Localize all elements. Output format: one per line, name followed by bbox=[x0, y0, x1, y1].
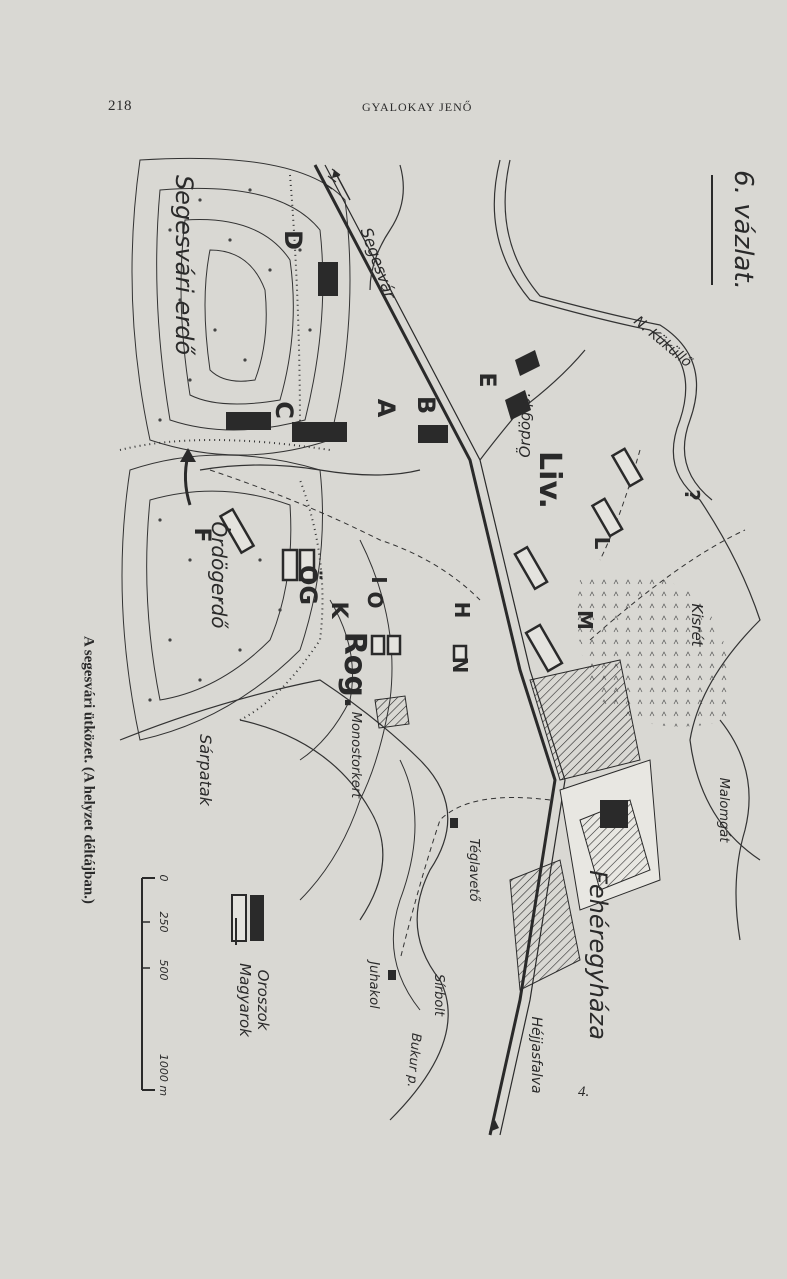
label-question bbox=[680, 489, 704, 501]
label-feheregyhaza bbox=[584, 870, 612, 1040]
svg-text:L: L bbox=[590, 536, 614, 550]
svg-text:A: A bbox=[372, 398, 400, 418]
svg-text:Magyarok: Magyarok bbox=[236, 963, 254, 1037]
svg-text:N: N bbox=[448, 656, 472, 674]
svg-text:Bukur p.: Bukur p. bbox=[403, 1032, 424, 1089]
svg-text:6. vázlat.: 6. vázlat. bbox=[728, 170, 758, 290]
svg-text:Juhakol: Juhakol bbox=[366, 961, 381, 1009]
unit-C-filled-1 bbox=[226, 412, 271, 430]
svg-text:500: 500 bbox=[157, 959, 170, 981]
label-bukur-p bbox=[404, 1032, 424, 1088]
label-juhakol bbox=[366, 958, 381, 1009]
footer-mark: 4. bbox=[578, 1084, 590, 1100]
svg-text:Segesvári erdő: Segesvári erdő bbox=[170, 174, 198, 356]
label-monostorkert bbox=[348, 712, 363, 799]
unit-B-filled bbox=[418, 425, 448, 443]
label-unit-i bbox=[367, 576, 391, 583]
svg-text:D: D bbox=[279, 230, 307, 250]
label-sirbolt bbox=[431, 974, 446, 1017]
label-unit-d bbox=[279, 230, 307, 250]
svg-text:I: I bbox=[367, 576, 391, 584]
unit-C-filled-2 bbox=[292, 422, 347, 442]
svg-text:Ördög p.: Ördög p. bbox=[516, 392, 534, 458]
juhakol-building bbox=[388, 970, 396, 980]
russian-units bbox=[226, 262, 540, 980]
label-kisret bbox=[688, 603, 706, 647]
forest-terrain bbox=[120, 158, 420, 1010]
teglaveto-building bbox=[450, 818, 458, 828]
unit-Liv-open-1 bbox=[515, 547, 547, 589]
svg-text:Oroszok: Oroszok bbox=[254, 969, 272, 1031]
label-liv bbox=[532, 451, 567, 509]
label-unit-c bbox=[270, 401, 298, 419]
label-unit-a bbox=[372, 399, 400, 418]
unit-Liv-open-2 bbox=[612, 449, 642, 486]
label-segesvari-erdo bbox=[170, 175, 198, 355]
label-sarpatak bbox=[196, 734, 215, 807]
unit-O-open-2 bbox=[388, 636, 400, 654]
label-teglaveto bbox=[466, 839, 481, 903]
svg-text:O: O bbox=[363, 591, 387, 609]
label-segesvar bbox=[357, 225, 401, 303]
label-ordog-p bbox=[515, 392, 534, 457]
svg-text:F: F bbox=[189, 527, 214, 543]
svg-text:Liv.: Liv. bbox=[532, 451, 567, 509]
svg-text:C: C bbox=[270, 401, 298, 419]
svg-text:0: 0 bbox=[157, 874, 170, 882]
unit-D-filled bbox=[318, 262, 338, 296]
legend-russians bbox=[254, 970, 272, 1032]
svg-text:B: B bbox=[412, 395, 440, 415]
svg-text:Héjjasfalva: Héjjasfalva bbox=[528, 1016, 544, 1094]
svg-text:H: H bbox=[450, 601, 474, 619]
legend-hungarians bbox=[236, 963, 254, 1038]
unit-O-open-1 bbox=[372, 636, 384, 654]
figure-caption: A segesvári ütközet. (A helyzet déltájban.) bbox=[80, 636, 97, 904]
svg-text:?: ? bbox=[680, 489, 704, 501]
svg-text:M: M bbox=[573, 610, 597, 630]
label-unit-k bbox=[326, 601, 351, 619]
label-unit-f bbox=[189, 527, 214, 542]
svg-text:E: E bbox=[474, 372, 499, 388]
label-og bbox=[294, 565, 324, 605]
advance-arrow-F bbox=[185, 455, 190, 505]
svg-text:Kisrét: Kisrét bbox=[688, 603, 706, 647]
svg-text:Sírbolt: Sírbolt bbox=[431, 973, 446, 1017]
unit-M-open bbox=[526, 625, 562, 671]
label-unit-h bbox=[450, 602, 474, 619]
label-n-kukullo bbox=[630, 313, 695, 371]
label-unit-n bbox=[448, 657, 472, 674]
svg-text:Segesvár: Segesvár bbox=[356, 225, 400, 302]
svg-text:Monostorkert: Monostorkert bbox=[348, 711, 363, 799]
svg-text:1000 m: 1000 m bbox=[157, 1053, 170, 1097]
hungarian-units bbox=[220, 449, 642, 671]
label-unit-m bbox=[573, 610, 597, 630]
monostorkert-building bbox=[375, 696, 409, 728]
scale-bar bbox=[142, 875, 170, 1097]
castle-icon bbox=[600, 800, 628, 828]
label-unit-o bbox=[363, 591, 387, 608]
label-rog bbox=[337, 632, 372, 709]
page-number: 218 bbox=[108, 98, 132, 114]
svg-text:Rog.: Rog. bbox=[337, 631, 372, 709]
svg-text:K: K bbox=[326, 601, 351, 619]
svg-text:N. Küküllő: N. Küküllő bbox=[630, 313, 695, 371]
label-unit-e bbox=[474, 372, 499, 387]
svg-text:250: 250 bbox=[157, 911, 170, 933]
svg-text:Sárpatak: Sárpatak bbox=[196, 734, 215, 806]
svg-text:Fehéregyháza: Fehéregyháza bbox=[584, 870, 612, 1040]
town-feheregyhaza bbox=[375, 660, 660, 990]
label-unit-b bbox=[412, 396, 440, 414]
label-unit-l bbox=[590, 537, 614, 550]
unit-L-open bbox=[592, 499, 622, 536]
svg-text:ÖG: ÖG bbox=[294, 564, 322, 606]
unit-E-filled-2 bbox=[515, 350, 540, 376]
label-malomgat bbox=[716, 778, 731, 844]
map-title bbox=[728, 170, 758, 290]
svg-text:Malomgát: Malomgát bbox=[716, 777, 731, 843]
svg-text:Téglavető: Téglavető bbox=[466, 838, 481, 902]
svg-text:Ördögerdő: Ördögerdő bbox=[207, 521, 231, 629]
label-hejjasfalva bbox=[528, 1016, 544, 1093]
legend bbox=[232, 895, 272, 1038]
running-head: GYALOKAY JENŐ bbox=[362, 100, 473, 114]
